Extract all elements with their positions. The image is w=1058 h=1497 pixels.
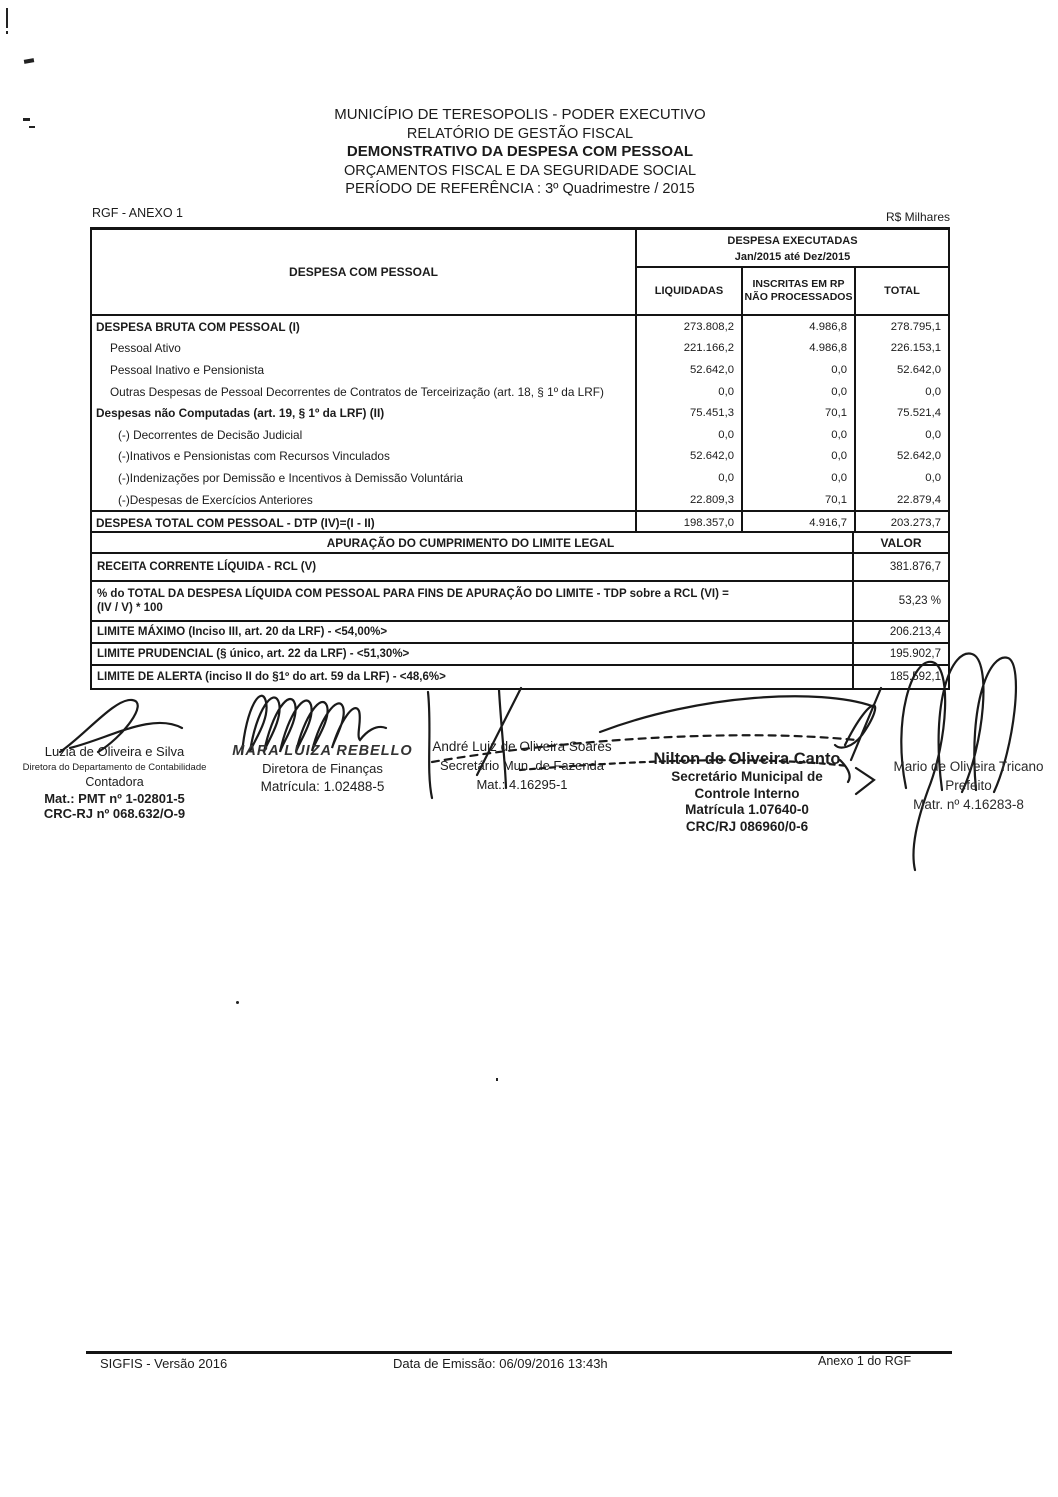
cell-total: 52.642,0 [897,450,941,463]
scan-artifact [24,58,35,64]
cell-inscritas: 4.916,7 [743,512,856,534]
col-header-total: TOTAL [884,285,920,297]
row-label: Pessoal Inativo e Pensionista [92,359,637,381]
cell-total: 0,0 [925,471,941,484]
table-row [92,381,948,403]
cell-valor: 185.592,1 [889,671,941,683]
title-demonstrativo: DEMONSTRATIVO DA DESPESA COM PESSOAL [346,143,694,160]
signature-block-controle-interno [622,749,872,835]
signer-name: Nilton de Oliveira Canto [653,750,841,768]
cell-liquidadas: 273.808,2 [637,316,743,338]
col-group-subtitle: Jan/2015 até Dez/2015 [734,251,851,263]
scan-artifact [496,1078,498,1081]
signer-id: Mat.: 4.16295-1 [476,777,568,792]
table-row [92,359,948,381]
expense-table [90,227,950,536]
cell-inscritas: 4.986,8 [743,316,856,338]
col-header-valor: VALOR [880,535,922,550]
title-relatorio: RELATÓRIO DE GESTÃO FISCAL [406,125,634,142]
col-header-inscritas-rp: INSCRITAS EM RP NÃO PROCESSADOS [743,268,856,314]
row-label: DESPESA TOTAL COM PESSOAL - DTP (IV)=(I - II) [92,512,637,534]
scan-artifact [6,31,8,34]
signer-role: Diretora de Finanças [262,761,383,776]
col-header-liquidadas: LIQUIDADAS [637,268,743,314]
footer-system-version: SIGFIS - Versão 2016 [100,1356,228,1371]
cell-inscritas: 70,1 [743,402,856,424]
cell-inscritas: 70,1 [743,489,856,511]
cell-inscritas: 0,0 [743,359,856,381]
row-label: % do TOTAL DA DESPESA LÍQUIDA COM PESSOAL PARA FINS DE APURAÇÃO DO LIMITE - TDP sobre a RCL (VI) = (IV / V) * 100 [92,582,854,620]
row-label: (-)Indenizações por Demissão e Incentivos à Demissão Voluntária [92,467,637,489]
row-label: Pessoal Ativo [92,338,637,360]
signer-role: Diretora do Departamento de Contabilidade [22,761,207,773]
signer-role: Prefeito [945,778,992,793]
col-group-title: DESPESA EXECUTADAS [727,235,858,247]
signature-block-contadora [2,744,227,822]
cell-total: 0,0 [925,385,941,398]
signature-block-financas [225,742,420,796]
cell-total: 75.521,4 [897,407,941,420]
table-row [92,644,948,666]
row-label: Outras Despesas de Pessoal Decorrentes de Contratos de Terceirização (art. 18, § 1º da LRF) [92,381,637,403]
scan-artifact [23,118,30,121]
signer-id: Matr. nº 4.16283-8 [913,797,1024,812]
title-municipio: MUNICÍPIO DE TERESOPOLIS - PODER EXECUTIVO [334,106,706,123]
cell-liquidadas: 22.809,3 [637,489,743,511]
table-row [92,489,948,511]
row-label: Despesas não Computadas (art. 19, § 1º da LRF) (II) [92,402,637,424]
limit-table [90,531,950,690]
signer-id: Matrícula: 1.02488-5 [260,779,385,794]
row-label: LIMITE DE ALERTA (inciso II do §1º do art. 59 da LRF) - <48,6%> [92,666,854,688]
title-orcamentos: ORÇAMENTOS FISCAL E DA SEGURIDADE SOCIAL [343,162,697,179]
cell-liquidadas: 0,0 [637,424,743,446]
cell-liquidadas: 0,0 [637,467,743,489]
signer-role: Secretário Mun. de Fazenda [439,758,605,773]
signer-name: André Luiz de Oliveira Soares [432,739,612,754]
cell-liquidadas: 0,0 [637,381,743,403]
signature-block-fazenda [422,737,622,794]
table-row [92,424,948,446]
unit-label: R$ Milhares [885,210,950,224]
document-header [90,106,950,199]
limit-table-header [92,533,948,554]
table-row [92,467,948,489]
cell-valor: 53,23 % [898,595,941,607]
cell-total: 278.795,1 [890,320,941,333]
row-label: (-)Inativos e Pensionistas com Recursos Vinculados [92,446,637,468]
scan-artifact [29,126,35,128]
table-row [92,666,948,688]
cell-total: 203.273,7 [890,517,941,530]
row-label: (-)Despesas de Exercícios Anteriores [92,489,637,511]
cell-liquidadas: 75.451,3 [637,402,743,424]
title-periodo: PERÍODO DE REFERÊNCIA : 3º Quadrimestre / 2015 [345,181,695,197]
cell-total: 52.642,0 [897,363,941,376]
signer-role: Contadora [85,775,144,789]
table-row [92,316,948,338]
cell-liquidadas: 52.642,0 [637,359,743,381]
cell-inscritas: 0,0 [743,424,856,446]
signer-name: MARA LUIZA REBELLO [232,743,413,759]
cell-inscritas: 4.986,8 [743,338,856,360]
scan-artifact [236,1001,239,1004]
col-group-header [637,230,948,268]
cell-total: 226.153,1 [890,342,941,355]
signature-block-prefeito [866,757,1058,814]
table-row [92,622,948,644]
row-label: LIMITE MÁXIMO (Inciso III, art. 20 da LRF) - <54,00%> [92,622,854,642]
cell-liquidadas: 221.166,2 [637,338,743,360]
table-row [92,402,948,424]
row-label: LIMITE PRUDENCIAL (§ único, art. 22 da LRF) - <51,30%> [92,644,854,664]
table-row [92,338,948,360]
signer-role: Controle Interno [694,785,800,801]
scan-artifact [6,8,8,28]
cell-inscritas: 0,0 [743,467,856,489]
footer-anexo: Anexo 1 do RGF [818,1354,912,1368]
signer-name: Luzia de Oliveira e Silva [44,744,185,759]
cell-total: 22.879,4 [897,493,941,506]
cell-inscritas: 0,0 [743,446,856,468]
anexo-label: RGF - ANEXO 1 [92,206,183,220]
signer-id: CRC-RJ nº 068.632/O-9 [43,806,186,821]
cell-valor: 195.902,7 [889,648,941,660]
table-row [92,554,948,582]
cell-liquidadas: 52.642,0 [637,446,743,468]
row-label: DESPESA BRUTA COM PESSOAL (I) [92,316,637,338]
row-label: RECEITA CORRENTE LÍQUIDA - RCL (V) [92,554,854,580]
cell-inscritas: 0,0 [743,381,856,403]
signer-id: Matrícula 1.07640-0 [685,802,809,817]
expense-table-header [92,230,948,316]
signer-id: Mat.: PMT nº 1-02801-5 [44,790,185,806]
cell-valor: 206.213,4 [889,626,941,638]
limit-table-title: APURAÇÃO DO CUMPRIMENTO DO LIMITE LEGAL [92,533,854,552]
table-row [92,582,948,622]
cell-liquidadas: 198.357,0 [637,512,743,534]
signer-role: Secretário Municipal de [671,769,823,784]
signer-name: Mario de Oliveira Tricano [893,759,1044,774]
signer-id: CRC/RJ 086960/0-6 [685,818,809,834]
cell-total: 0,0 [925,428,941,441]
col-header-despesa-com-pessoal: DESPESA COM PESSOAL [92,230,637,314]
footer-emission-date: Data de Emissão: 06/09/2016 13:43h [393,1356,608,1371]
table-row [92,446,948,468]
cell-valor: 381.876,7 [889,561,941,573]
row-label: (-) Decorrentes de Decisão Judicial [92,424,637,446]
